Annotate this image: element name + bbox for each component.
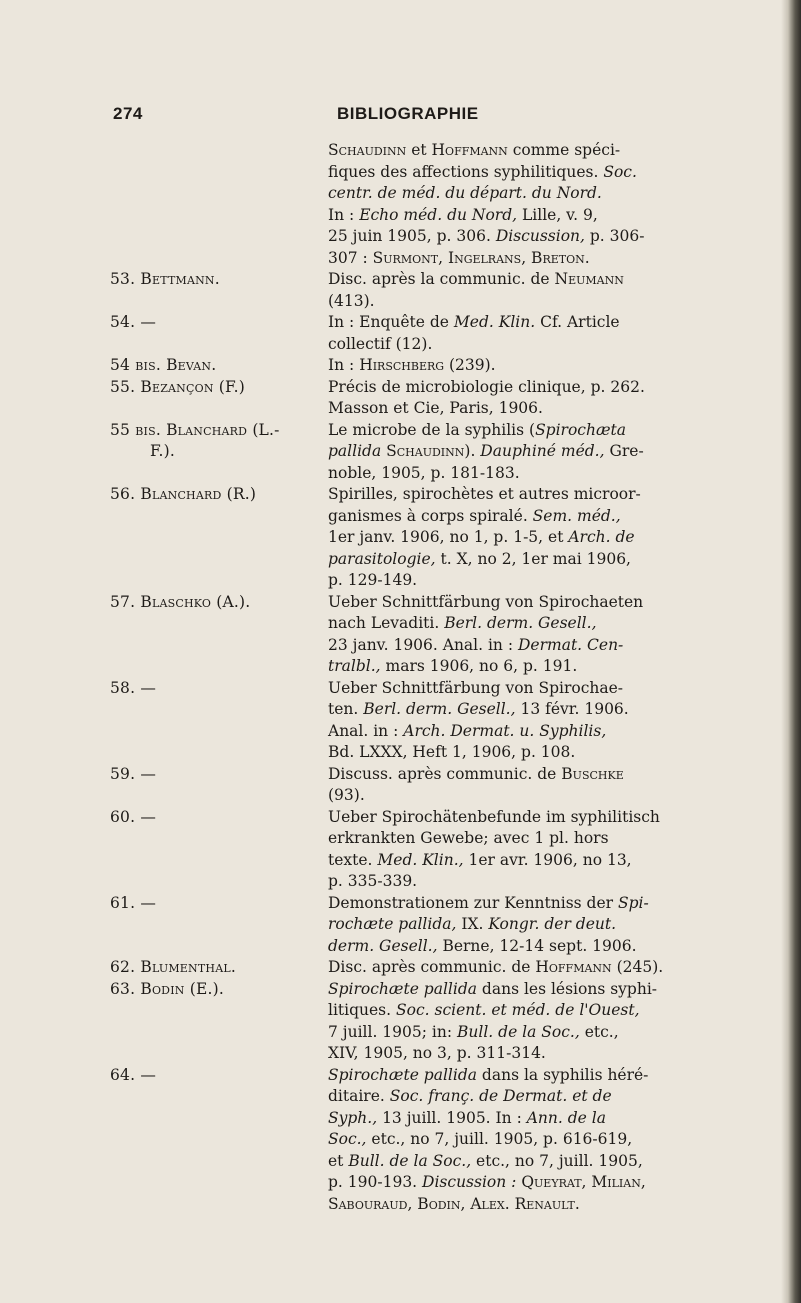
citation-text: erkrankten Gewebe; avec 1 pl. hors (328, 829, 609, 847)
bibliography-entry (110, 1065, 750, 1216)
italic-text: derm. Gesell., (328, 936, 438, 955)
italic-text: Arch. de (568, 528, 635, 546)
bibliography-entry (110, 269, 750, 312)
entry-citation (328, 420, 750, 485)
citation-text: mars 1906, no 6, p. 191. (380, 657, 578, 675)
citation-text: ten. (328, 700, 364, 718)
citation-text: 23 janv. 1906. Anal. in : (328, 635, 518, 654)
entry-label-continuation: F.). (150, 442, 176, 460)
italic-text: centr. de méd. du départ. du Nord. (328, 184, 602, 202)
italic-text: Soc. scient. et méd. de l'Ouest, (396, 1001, 640, 1019)
italic-text: Spi- (617, 893, 649, 912)
entry-citation (328, 1065, 750, 1216)
entry-citation (328, 140, 750, 269)
citation-line (328, 807, 750, 829)
citation-text: t. X, no 2, 1er mai 1906, (435, 549, 631, 568)
citation-line (328, 506, 750, 528)
citation-line (328, 1129, 750, 1151)
citation-text: dans la syphilis héré- (477, 1065, 649, 1084)
author-name: Neumann (554, 270, 624, 288)
italic-text: Med. Klin. (453, 313, 536, 331)
citation-text: 307 : (328, 248, 373, 267)
bibliography-entry (110, 979, 750, 1065)
author-name: Schaudinn (328, 141, 407, 159)
citation-text: p. 190-193. (328, 1173, 423, 1191)
italic-text: Spirochæta (535, 420, 627, 439)
citation-text: Ueber Schnittfärbung von Spirochaeten (328, 592, 644, 611)
citation-text: etc., no 7, juill. 1905, (471, 1151, 643, 1170)
bibliography-entry (110, 312, 750, 355)
entry-citation (328, 377, 750, 420)
citation-line (328, 1022, 750, 1044)
entry-citation (328, 312, 750, 355)
citation-text: 25 juin 1905, p. 306. (328, 227, 496, 245)
citation-line (328, 355, 750, 377)
citation-line (328, 1000, 750, 1022)
citation-line (328, 527, 750, 549)
entry-label (110, 312, 328, 334)
italic-text: Spirochæte pallida (328, 1065, 477, 1084)
entry-label (110, 377, 328, 399)
citation-line (328, 1086, 750, 1108)
author-name: Hoffmann (431, 141, 508, 159)
citation-text: (239). (444, 356, 496, 374)
citation-line (328, 377, 750, 399)
citation-line (328, 656, 750, 678)
citation-line (328, 398, 750, 420)
page-edge-shadow (781, 0, 801, 1303)
citation-line (328, 269, 750, 291)
bibliography-entry (110, 957, 750, 979)
entry-label (110, 1065, 328, 1087)
entry-label-text: 64. — (110, 1065, 157, 1084)
citation-text: et (328, 1151, 349, 1170)
citation-text: Gre- (604, 442, 644, 460)
citation-text: noble, 1905, p. 181-183. (328, 463, 520, 482)
citation-line (328, 183, 750, 205)
entry-label (110, 484, 328, 506)
entry-citation (328, 592, 750, 678)
italic-text: Echo méd. du Nord, (359, 205, 518, 224)
italic-text: Discussion, (495, 227, 585, 245)
citation-text: collectif (12). (328, 334, 433, 353)
entry-citation (328, 764, 750, 807)
citation-text: Discuss. après communic. de (328, 764, 562, 783)
running-header (113, 104, 723, 126)
citation-text: (413). (328, 291, 375, 310)
citation-text: Disc. après la communic. de (328, 270, 555, 288)
citation-text: p. 306- (584, 227, 645, 245)
entry-label-text: 57. Blaschko (A.). (110, 592, 251, 611)
citation-line (328, 1043, 750, 1065)
citation-text: Masson et Cie, Paris, 1906. (328, 399, 543, 417)
citation-text: et (406, 141, 432, 159)
citation-text: 13 juill. 1905. In : (377, 1108, 527, 1127)
bibliography-list (110, 140, 750, 1215)
citation-line (328, 1108, 750, 1130)
italic-text: parasitologie, (328, 549, 436, 568)
citation-line (328, 140, 750, 162)
citation-text: etc., no 7, juill. 1905, p. 616-619, (366, 1130, 633, 1148)
entry-label-text: 59. — (110, 764, 157, 783)
italic-text: Berl. derm. Gesell., (363, 700, 516, 718)
italic-text: Syph., (328, 1108, 378, 1127)
entry-label (110, 420, 328, 463)
italic-text: rochæte pallida, (328, 915, 457, 933)
citation-text: In : Enquête de (328, 313, 454, 331)
citation-text: ganismes à corps spiralé. (328, 506, 533, 525)
bibliography-entry (110, 420, 750, 485)
entry-label (110, 764, 328, 786)
citation-text: Berne, 12-14 sept. 1906. (437, 936, 637, 955)
entry-label-text: 53. Bettmann. (110, 270, 220, 288)
entry-label (110, 957, 328, 979)
italic-text: Dauphiné méd., (480, 442, 605, 460)
citation-line (328, 828, 750, 850)
citation-text: texte. (328, 850, 378, 869)
author-name: Hoffmann (535, 958, 612, 976)
citation-line (328, 764, 750, 786)
citation-text: fiques des affections syphilitiques. (328, 162, 604, 181)
citation-line (328, 871, 750, 893)
citation-line (328, 226, 750, 248)
entry-citation (328, 893, 750, 958)
citation-text: IX. (456, 915, 489, 933)
entry-label (110, 893, 328, 915)
italic-text: Berl. derm. Gesell., (444, 614, 597, 632)
citation-line (328, 1194, 750, 1216)
citation-text: 1er janv. 1906, no 1, p. 1-5, et (328, 528, 569, 546)
citation-text: Ueber Schnittfärbung von Spirochae- (328, 678, 624, 697)
citation-text: 1er avr. 1906, no 13, (463, 850, 632, 869)
entry-label-text: 55 bis. Blanchard (L.- (110, 420, 280, 439)
entry-citation (328, 355, 750, 377)
entry-label-text: 56. Blanchard (R.) (110, 485, 257, 503)
italic-text: Dermat. Cen- (518, 635, 624, 654)
entry-label (110, 269, 328, 291)
citation-line (328, 441, 750, 463)
bibliography-entry (110, 592, 750, 678)
citation-text: Précis de microbiologie clinique, p. 262. (328, 377, 645, 396)
entry-citation (328, 678, 750, 764)
bibliography-entry (110, 484, 750, 592)
citation-line (328, 936, 750, 958)
citation-line (328, 699, 750, 721)
bibliography-entry (110, 140, 750, 269)
entry-label (110, 807, 328, 829)
bibliography-entry (110, 807, 750, 893)
bibliography-entry (110, 764, 750, 807)
citation-text: In : (328, 205, 360, 224)
citation-text: ditaire. (328, 1087, 390, 1105)
bibliography-entry (110, 893, 750, 958)
italic-text: Arch. Dermat. u. Syphilis, (403, 721, 607, 740)
entry-citation (328, 807, 750, 893)
citation-text: Demonstrationem zur Kenntniss der (328, 893, 618, 912)
citation-text: Disc. après communic. de (328, 958, 536, 976)
citation-line (328, 248, 750, 270)
citation-text: etc., (579, 1022, 619, 1041)
citation-line (328, 312, 750, 334)
citation-line (328, 463, 750, 485)
bibliography-entry (110, 355, 750, 377)
citation-text: p. 335-339. (328, 872, 418, 890)
citation-line (328, 914, 750, 936)
citation-line (328, 484, 750, 506)
citation-text: 13 févr. 1906. (515, 700, 629, 718)
citation-line (328, 420, 750, 442)
italic-text: Soc., (328, 1130, 367, 1148)
citation-text: Ueber Spirochätenbefunde im syphilitisch (328, 807, 660, 826)
italic-text: Kongr. der deut. (488, 915, 617, 933)
italic-text: Spirochæte pallida (328, 979, 477, 998)
citation-line (328, 957, 750, 979)
citation-line (328, 162, 750, 184)
author-name: Buschke (561, 764, 624, 783)
entry-citation (328, 957, 750, 979)
citation-text: Anal. in : (328, 721, 404, 740)
citation-line (328, 334, 750, 356)
entry-citation (328, 269, 750, 312)
entry-label (110, 979, 328, 1001)
italic-text: Ann. de la (526, 1108, 606, 1127)
citation-line (328, 1151, 750, 1173)
citation-text: In : (328, 356, 360, 374)
citation-text: nach Levaditi. (328, 614, 445, 632)
entry-label (110, 592, 328, 614)
italic-text: Soc. franç. de Dermat. et de (389, 1087, 612, 1105)
citation-line (328, 850, 750, 872)
citation-text: comme spéci- (507, 141, 621, 159)
citation-line (328, 1172, 750, 1194)
entry-citation (328, 484, 750, 592)
citation-text: ). (464, 442, 481, 460)
italic-text: Discussion : (422, 1173, 517, 1191)
entry-citation (328, 979, 750, 1065)
citation-text: (245). (611, 958, 664, 976)
citation-text: Lille, v. 9, (517, 205, 598, 224)
author-name: Surmont, Ingelrans, Breton. (372, 248, 590, 267)
entry-label-text: 62. Blumenthal. (110, 958, 236, 976)
citation-text: Le microbe de la syphilis ( (328, 420, 536, 439)
citation-line (328, 592, 750, 614)
italic-text: Bull. de la Soc., (348, 1151, 472, 1170)
italic-text: tralbl., (328, 657, 381, 675)
italic-text: Sem. méd., (532, 506, 621, 525)
entry-label-text: 54 bis. Bevan. (110, 356, 217, 374)
citation-text: (93). (328, 786, 365, 804)
citation-line (328, 1065, 750, 1087)
entry-label-text: 61. — (110, 893, 157, 912)
citation-line (328, 742, 750, 764)
citation-text: Cf. Article (535, 313, 620, 331)
citation-line (328, 678, 750, 700)
author-name: Queyrat, Milian, (516, 1173, 646, 1191)
citation-text: litiques. (328, 1001, 396, 1019)
citation-line (328, 205, 750, 227)
entry-label-text: 58. — (110, 678, 157, 697)
author-name: Sabouraud, Bodin, Alex. Renault. (328, 1194, 580, 1213)
entry-label (110, 678, 328, 700)
entry-label-text: 63. Bodin (E.). (110, 979, 224, 998)
bibliography-entry (110, 678, 750, 764)
citation-line (328, 721, 750, 743)
citation-line (328, 549, 750, 571)
author-name: Schaudinn (381, 442, 465, 460)
running-title: BIBLIOGRAPHIE (337, 104, 479, 123)
citation-text: dans les lésions syphi- (477, 979, 658, 998)
citation-line (328, 613, 750, 635)
entry-label-text: 55. Bezançon (F.) (110, 377, 245, 396)
entry-label (110, 355, 328, 377)
citation-line (328, 570, 750, 592)
citation-line (328, 635, 750, 657)
citation-text: 7 juill. 1905; in: (328, 1022, 457, 1041)
citation-line (328, 291, 750, 313)
entry-label-text: 60. — (110, 807, 157, 826)
citation-line (328, 893, 750, 915)
entry-label-text: 54. — (110, 313, 157, 331)
citation-text: Bd. LXXX, Heft 1, 1906, p. 108. (328, 743, 576, 761)
author-name: Hirschberg (359, 356, 445, 374)
citation-line (328, 785, 750, 807)
bibliography-entry (110, 377, 750, 420)
citation-line (328, 979, 750, 1001)
italic-text: Soc. (603, 162, 637, 181)
citation-text: Spirilles, spirochètes et autres microor- (328, 485, 641, 503)
page-number: 274 (113, 104, 143, 123)
italic-text: Med. Klin., (377, 850, 464, 869)
italic-text: pallida (328, 442, 382, 460)
italic-text: Bull. de la Soc., (457, 1022, 580, 1041)
citation-text: p. 129-149. (328, 571, 418, 589)
citation-text: XIV, 1905, no 3, p. 311-314. (328, 1044, 546, 1062)
